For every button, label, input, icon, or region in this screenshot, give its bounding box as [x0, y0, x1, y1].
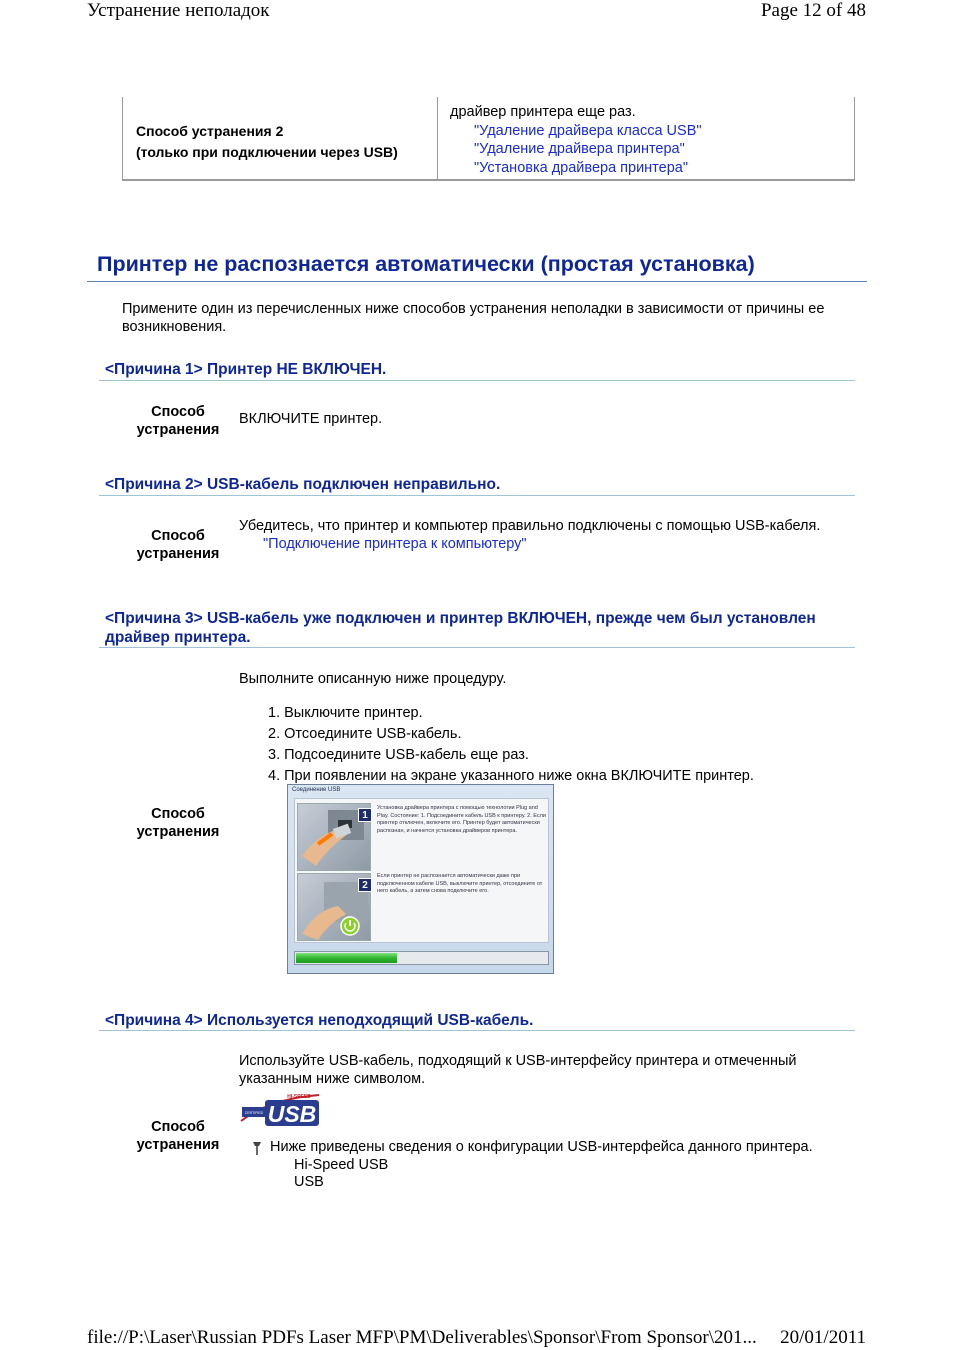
cause-3-steps — [268, 703, 754, 787]
header-page-number: Page 12 of 48 — [760, 0, 866, 21]
dialog-body — [294, 798, 549, 943]
footer-date: 20/01/2011 — [780, 1327, 866, 1348]
step-1-badge: 1 — [358, 808, 372, 822]
step-item: 3. Подсоедините USB-кабель еще раз. — [268, 747, 529, 763]
footer-file-path: file://P:\Laser\Russian PDFs Laser MFP\PM\Deliverables\Sponsor\From Sponsor\201... — [87, 1327, 757, 1348]
cause-1-solution-label: Способ устранения — [136, 404, 220, 438]
cause-2-solution-label: Способ устранения — [136, 528, 220, 562]
step-item: 1. Выключите принтер. — [268, 705, 423, 721]
power-button-illustration — [297, 873, 371, 941]
cause-2-text: Убедитесь, что принтер и компьютер правильно подключены с помощью USB-кабеля. — [239, 518, 821, 534]
table-label-line1: Способ устранения 2 — [136, 123, 284, 139]
title-divider — [87, 281, 867, 282]
header-section-title: Устранение неполадок — [87, 0, 270, 21]
svg-text:USB: USB — [267, 1101, 317, 1127]
intro-paragraph: Примените один из перечисленных ниже способов устранения неполадки в зависимости от причины ее возникновения. — [122, 301, 825, 335]
note-item-hi-speed-usb: Hi-Speed USB — [294, 1156, 389, 1173]
cause-2-heading: <Причина 2> USB-кабель подключен неправильно. — [105, 476, 501, 493]
dialog-progress-bar — [294, 951, 549, 965]
table-label-line2: (только при подключении через USB) — [136, 144, 398, 160]
table-content-text: драйвер принтера еще раз. — [450, 104, 636, 120]
usb-interface-note — [270, 1139, 830, 1192]
note-text: Ниже приведены сведения о конфигурации USB-интерфейса данного принтера. — [270, 1139, 813, 1155]
cause-2-solution-text — [239, 518, 829, 553]
hi-speed-usb-logo — [239, 1091, 321, 1127]
solution-table — [122, 97, 855, 181]
progress-fill — [296, 953, 397, 963]
link-install-printer-driver[interactable]: "Установка драйвера принтера" — [474, 159, 689, 176]
link-connect-printer[interactable]: "Подключение принтера к компьютеру" — [263, 535, 527, 552]
table-divider — [437, 97, 438, 179]
step-2-badge: 2 — [358, 878, 372, 892]
step-item: 4. При появлении на экране указанного ниже окна ВКЛЮЧИТЕ принтер. — [268, 768, 754, 784]
cause-4-heading: <Причина 4> Используется неподходящий USB-кабель. — [105, 1012, 534, 1029]
link-remove-usb-class-driver[interactable]: "Удаление драйвера класса USB" — [474, 122, 702, 139]
cause-2-divider — [99, 495, 855, 496]
cause-1-heading: <Причина 1> Принтер НЕ ВКЛЮЧЕН. — [105, 361, 387, 378]
note-item-usb: USB — [294, 1174, 324, 1190]
cause-3-solution-label: Способ устранения — [136, 806, 220, 840]
table-label-cell — [136, 121, 398, 163]
cause-4-divider — [99, 1030, 855, 1031]
usb-connection-dialog-screenshot — [287, 784, 554, 974]
svg-text:CERTIFIED: CERTIFIED — [244, 1111, 264, 1115]
pushpin-icon — [252, 1141, 262, 1155]
cause-3-divider — [99, 647, 855, 648]
table-content-cell — [450, 103, 702, 177]
plug-cable-illustration — [297, 803, 371, 871]
cause-3-intro-text: Выполните описанную ниже процедуру. — [239, 671, 507, 687]
cause-1-solution-text: ВКЛЮЧИТЕ принтер. — [239, 411, 383, 427]
step-item: 2. Отсоедините USB-кабель. — [268, 726, 462, 742]
dialog-text-step-2: Если принтер не распознается автоматически даже при подключенном кабеле USB, выключите принтер, отсоедините от него кабель, а затем снова подключите его. — [377, 873, 543, 894]
cause-3-heading: <Причина 3> USB-кабель уже подключен и принтер ВКЛЮЧЕН, прежде чем был установлен драйвер принтера. — [105, 610, 816, 646]
dialog-title: Соединение USB — [292, 787, 341, 793]
svg-text:HI-SPEED: HI-SPEED — [287, 1094, 311, 1100]
page-title: Принтер не распознается автоматически (простая установка) — [97, 252, 755, 276]
dialog-text-step-1: Установка драйвера принтера с помощью технологии Plug and Play. Состояние: 1. Подсоедините кабель USB к принтеру. 2. Если принтер отключен, включите его. Принтер будет автоматически распознан, и начнется установка драйверов принтера. — [377, 805, 546, 834]
cause-4-solution-text: Используйте USB-кабель, подходящий к USB-интерфейсу принтера и отмеченный указанным ниже символом. — [239, 1053, 797, 1087]
cause-4-solution-label: Способ устранения — [136, 1119, 220, 1153]
link-remove-printer-driver[interactable]: "Удаление драйвера принтера" — [474, 141, 685, 157]
cause-1-divider — [99, 380, 855, 381]
